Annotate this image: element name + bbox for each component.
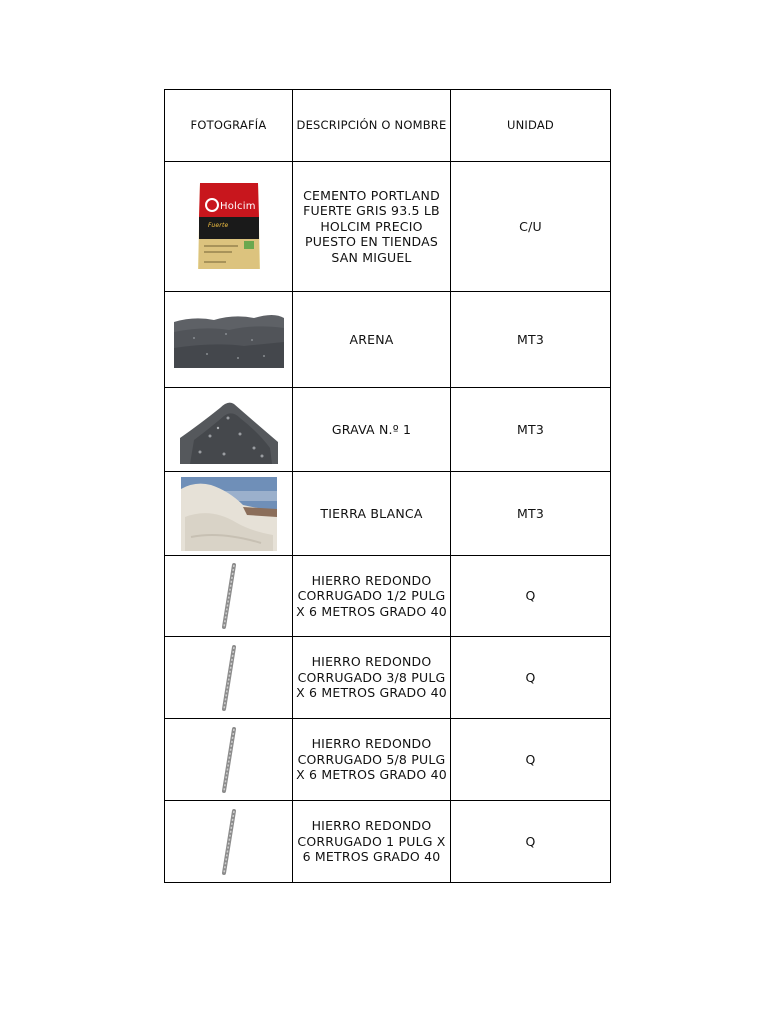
- rebar-icon: [214, 727, 244, 793]
- sand-pile-icon: [174, 312, 284, 368]
- cement-bag-icon: [194, 181, 264, 273]
- table-row: [165, 719, 611, 801]
- row-unit: MT3: [451, 388, 611, 472]
- row-photo: [165, 801, 293, 883]
- row-unit: Q: [451, 556, 611, 637]
- table-row: [165, 637, 611, 719]
- rebar-icon: [214, 563, 244, 629]
- row-description: CEMENTO PORTLAND FUERTE GRIS 93.5 LB HOLCIM PRECIO PUESTO EN TIENDAS SAN MIGUEL: [293, 162, 451, 292]
- row-unit: Q: [451, 719, 611, 801]
- header-photo: FOTOGRAFÍA: [165, 90, 293, 162]
- white-earth-icon: [181, 477, 277, 551]
- table-row: [165, 801, 611, 883]
- row-photo: [165, 292, 293, 388]
- row-description: HIERRO REDONDO CORRUGADO 1 PULG X 6 METROS GRADO 40: [293, 801, 451, 883]
- table-row: [165, 472, 611, 556]
- row-description: TIERRA BLANCA: [293, 472, 451, 556]
- table-header-row: [165, 90, 611, 162]
- gravel-pile-icon: [180, 396, 278, 464]
- table-row: [165, 388, 611, 472]
- row-photo: [165, 556, 293, 637]
- svg-text:Fuerte: Fuerte: [207, 221, 228, 229]
- header-unit: UNIDAD: [451, 90, 611, 162]
- table-row: [165, 292, 611, 388]
- row-photo: [165, 719, 293, 801]
- row-unit: MT3: [451, 292, 611, 388]
- rebar-icon: [214, 645, 244, 711]
- table-row: [165, 162, 611, 292]
- row-description: ARENA: [293, 292, 451, 388]
- row-unit: MT3: [451, 472, 611, 556]
- row-description: HIERRO REDONDO CORRUGADO 3/8 PULG X 6 METROS GRADO 40: [293, 637, 451, 719]
- materials-table: [164, 89, 611, 883]
- rebar-icon: [214, 809, 244, 875]
- row-unit: Q: [451, 801, 611, 883]
- row-photo: [165, 637, 293, 719]
- svg-text:Holcim: Holcim: [219, 200, 256, 212]
- row-description: HIERRO REDONDO CORRUGADO 1/2 PULG X 6 METROS GRADO 40: [293, 556, 451, 637]
- table-row: [165, 556, 611, 637]
- header-description: DESCRIPCIÓN O NOMBRE: [293, 90, 451, 162]
- row-photo: [165, 162, 293, 292]
- row-unit: Q: [451, 637, 611, 719]
- row-description: HIERRO REDONDO CORRUGADO 5/8 PULG X 6 METROS GRADO 40: [293, 719, 451, 801]
- row-unit: C/U: [451, 162, 611, 292]
- row-photo: [165, 388, 293, 472]
- row-photo: [165, 472, 293, 556]
- row-description: GRAVA N.º 1: [293, 388, 451, 472]
